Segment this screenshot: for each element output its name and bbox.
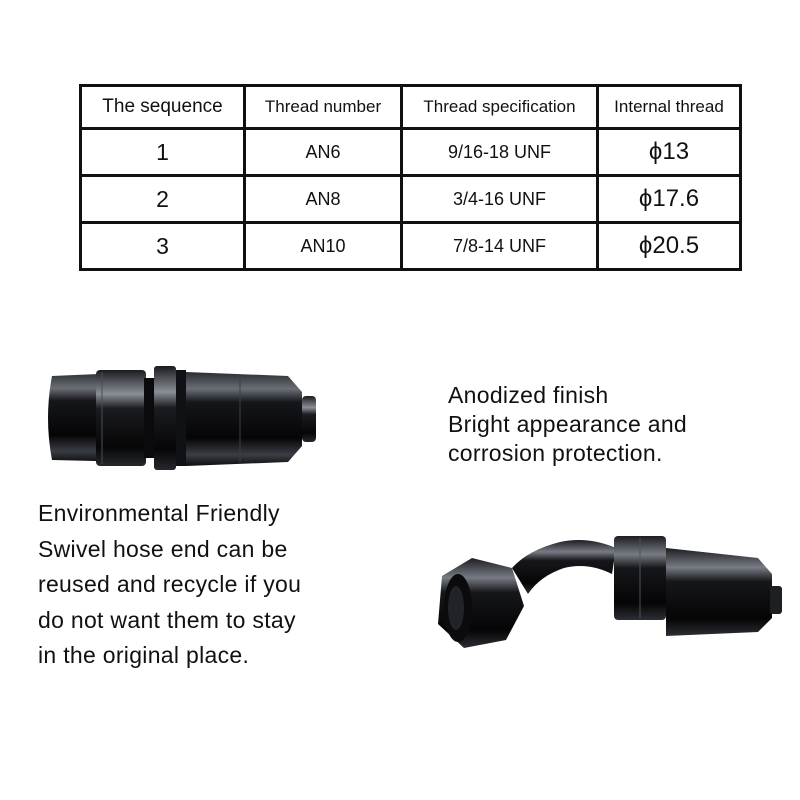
cell-internal-thread: ϕ20.5 bbox=[598, 223, 741, 270]
table-row bbox=[81, 176, 741, 223]
angled-fitting-image bbox=[428, 528, 783, 656]
cell-sequence: 3 bbox=[81, 223, 245, 270]
thread-spec-table bbox=[79, 84, 742, 271]
cell-internal-thread: ϕ17.6 bbox=[598, 176, 741, 223]
cell-thread-number: AN6 bbox=[245, 129, 402, 176]
anodized-finish-text bbox=[448, 381, 687, 468]
cell-sequence: 2 bbox=[81, 176, 245, 223]
table-row bbox=[81, 129, 741, 176]
cell-thread-number: AN8 bbox=[245, 176, 402, 223]
cell-thread-spec: 3/4-16 UNF bbox=[402, 176, 598, 223]
anodized-title: Anodized finish bbox=[448, 382, 609, 408]
straight-fitting-image bbox=[40, 362, 330, 474]
cell-internal-thread: ϕ13 bbox=[598, 129, 741, 176]
table-row bbox=[81, 223, 741, 270]
anodized-line: corrosion protection. bbox=[448, 440, 663, 466]
anodized-line: Bright appearance and bbox=[448, 411, 688, 437]
header-internal-thread: Internal thread bbox=[598, 86, 741, 129]
header-thread-specification: Thread specification bbox=[402, 86, 598, 129]
table-header-row bbox=[81, 86, 741, 129]
environmental-text bbox=[38, 496, 301, 674]
environmental-line: Swivel hose end can be bbox=[38, 535, 288, 562]
environmental-line: in the original place. bbox=[38, 642, 250, 668]
cell-sequence: 1 bbox=[81, 129, 245, 176]
header-sequence: The sequence bbox=[81, 86, 245, 129]
header-thread-number: Thread number bbox=[245, 86, 402, 129]
cell-thread-number: AN10 bbox=[245, 223, 402, 270]
environmental-title: Environmental Friendly bbox=[38, 500, 280, 526]
cell-thread-spec: 9/16-18 UNF bbox=[402, 129, 598, 176]
environmental-line: reused and recycle if you bbox=[38, 571, 302, 597]
cell-thread-spec: 7/8-14 UNF bbox=[402, 223, 598, 270]
environmental-line: do not want them to stay bbox=[38, 606, 296, 633]
